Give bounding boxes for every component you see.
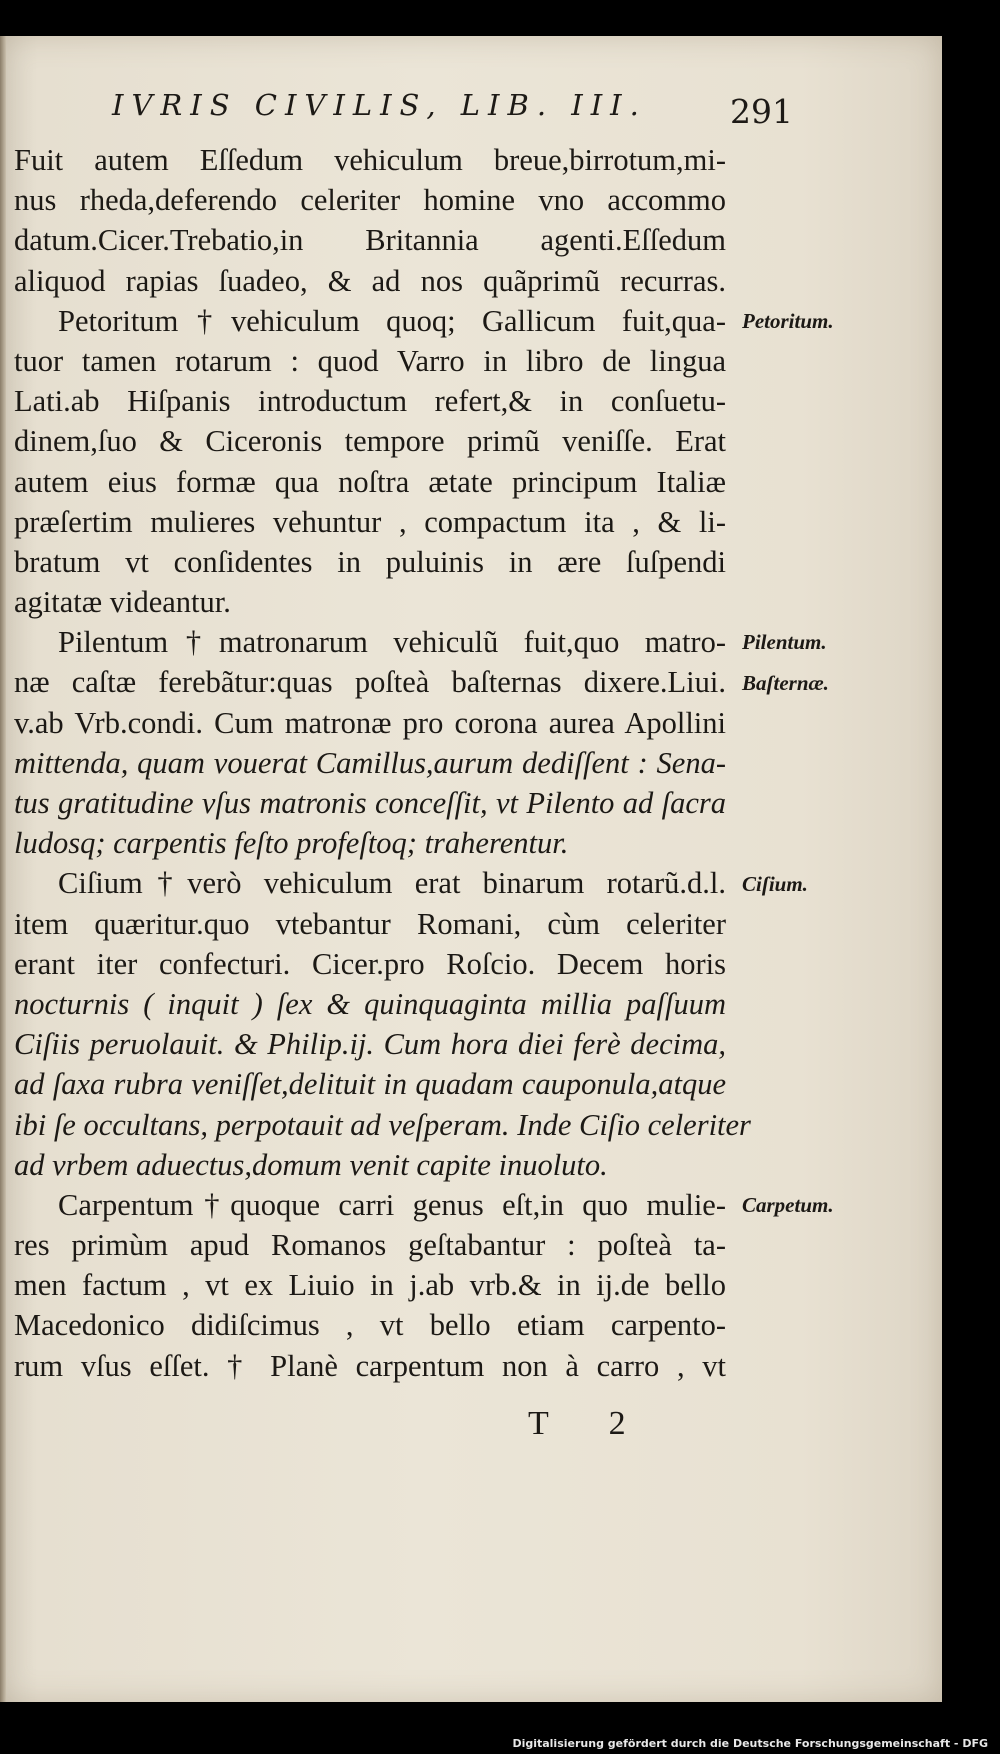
main-text-block — [14, 140, 751, 1386]
text-line: Fuit autem Eſſedum vehiculum breue,birrotum,mi- — [14, 143, 726, 177]
text-line: Lati.ab Hiſpanis introductum refert,& in conſuetu- — [14, 384, 726, 419]
margin-note: Pilentum. — [742, 630, 827, 655]
text-line: autem eius formæ qua noſtra ætate principum Italiæ — [14, 464, 726, 499]
text-line: Macedonico didiſcimus , vt bello etiam carpento- — [14, 1308, 726, 1343]
text-line: item quæritur.quo vtebantur Romani, cùm celeriter — [14, 906, 726, 941]
text-line: næ caſtæ ferebãtur:quas poſteà baſternas dixere.Liui. — [14, 665, 726, 700]
signature-mark: T 2 — [528, 1405, 652, 1442]
page-gutter-edge — [0, 36, 6, 1702]
text-line: erant iter confecturi. Cicer.pro Roſcio. Decem horis — [14, 946, 726, 981]
text-line: Pilentum†matronarum vehiculũ fuit,quo matro- — [58, 625, 726, 660]
margin-note: Baſternæ. — [742, 670, 829, 695]
text-line: mittenda, quam vouerat Camillus,aurum dediſſent : Sena- — [14, 745, 726, 780]
text-line: præſertim mulieres vehuntur , compactum ita , & li- — [14, 504, 726, 539]
digitization-credit: Digitalisierung gefördert durch die Deutsche Forschungsgemeinschaft - DFG — [512, 1737, 988, 1750]
running-head: IVRIS CIVILIS, LIB. III. — [112, 88, 647, 122]
margin-note: Ciſium. — [742, 871, 808, 896]
text-line: aliquod rapias ſuadeo, & ad nos quãprimũ recurras. — [14, 263, 726, 298]
text-line: men factum , vt ex Liuio in j.ab vrb.& in ij.de bello — [14, 1268, 726, 1303]
text-line: rum vſus eſſet. † Planè carpentum non à carro , vt — [14, 1348, 726, 1383]
text-line: agitatæ videantur. — [14, 585, 231, 620]
text-line: v.ab Vrb.condi. Cum matronæ pro corona aurea Apollini — [14, 705, 726, 740]
margin-note: Petoritum. — [742, 308, 834, 333]
text-line: dinem,ſuo & Ciceronis tempore primũ veniſſe. Erat — [14, 424, 726, 459]
text-line: ibi ſe occultans, perpotauit ad veſperam. Inde Ciſio celeriter — [14, 1107, 751, 1142]
text-line: nocturnis ( inquit ) ſex & quinquaginta millia paſſuum — [14, 986, 726, 1021]
text-line: ad vrbem aduectus,domum venit capite inuoluto. — [14, 1147, 608, 1182]
text-line: Ciſium†verò vehiculum erat binarum rotarũ.d.l. — [58, 866, 726, 901]
text-line: bratum vt conſidentes in puluinis in ære ſuſpendi — [14, 544, 726, 579]
text-line: Petoritum†vehiculum quoq; Gallicum fuit,qua- — [58, 303, 726, 338]
text-line: Carpentum†quoque carri genus eſt,in quo mulie- — [58, 1187, 726, 1222]
text-line: res primùm apud Romanos geſtabantur : poſteà ta- — [14, 1228, 726, 1263]
text-line: ludosq; carpentis feſto profeſtoq; traherentur. — [14, 826, 569, 861]
text-line: tuor tamen rotarum : quod Varro in libro de lingua — [14, 343, 726, 378]
text-line: tus gratitudine vſus matronis conceſſit, vt Pilento ad ſacra — [14, 786, 726, 820]
margin-note: Carpetum. — [742, 1193, 834, 1218]
text-line: datum.Cicer.Trebatio,in Britannia agenti.Eſſedum — [14, 223, 726, 258]
page-number: 291 — [730, 92, 793, 131]
text-line: Ciſiis peruolauit. & Philip.ij. Cum hora diei ferè decima, — [14, 1027, 726, 1062]
text-line: nus rheda,deferendo celeriter homine vno accommo — [14, 183, 726, 218]
text-line: ad ſaxa rubra veniſſet,delituit in quadam cauponula,atque — [14, 1067, 726, 1102]
